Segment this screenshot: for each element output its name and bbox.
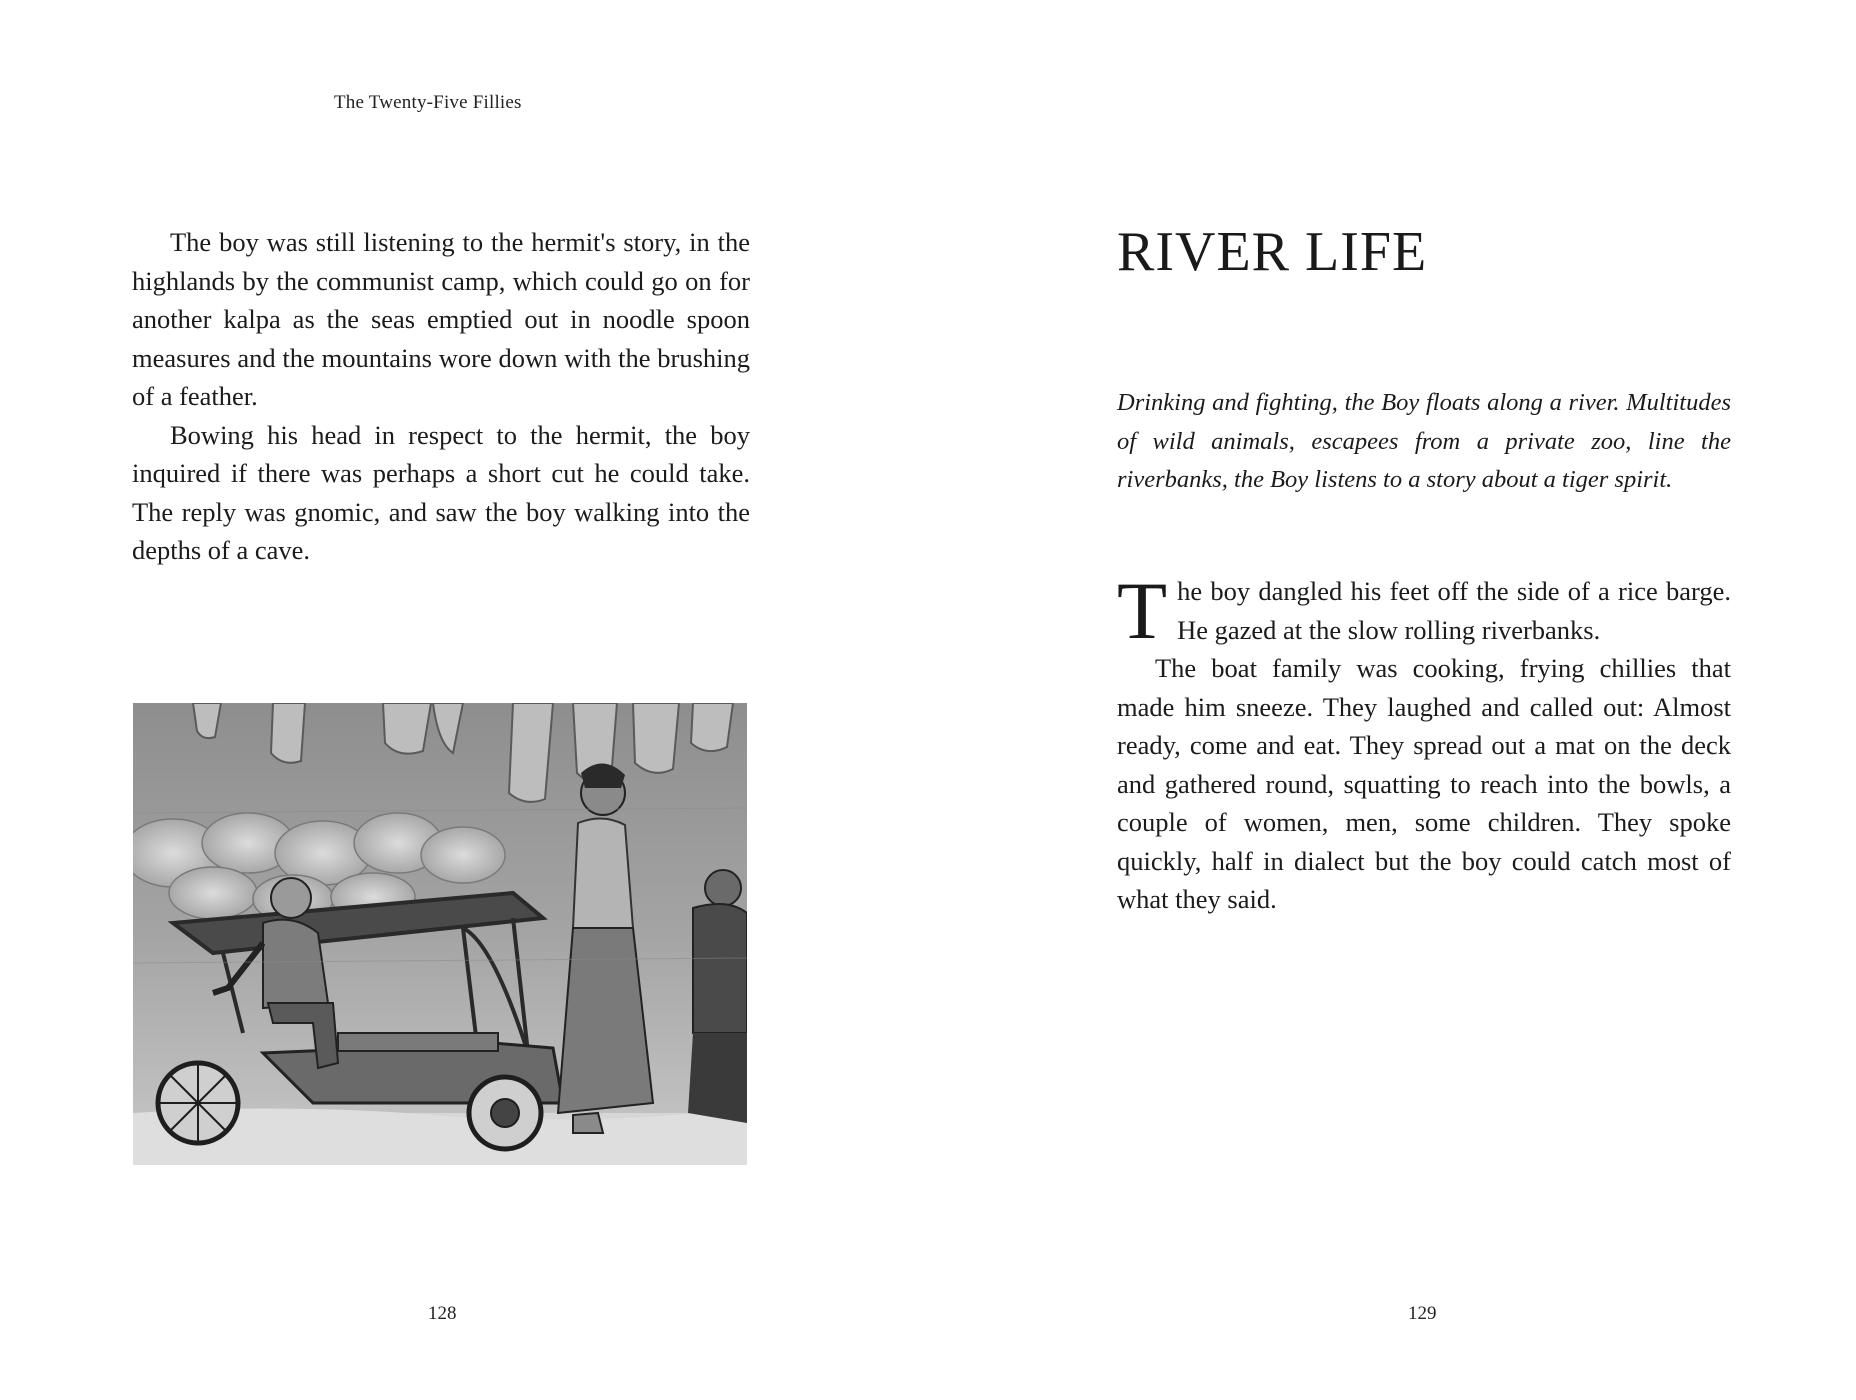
chapter-title: RIVER LIFE [1117,221,1428,283]
page-number-right: 129 [1408,1303,1437,1324]
left-paragraph-1: The boy was still listening to the hermit's story, in the highlands by the communist camp, which could go on for another kalpa as the seas emptied out in noodle spoon measures and the mountains wore down with the brushing of a feather. [132,227,750,411]
right-page [928,0,1856,1400]
right-body-text [1117,565,1731,919]
left-paragraph-2: Bowing his head in respect to the hermit, the boy inquired if there was perhaps a short cut he could take. The reply was gnomic, and saw the boy walking into the depths of a cave. [132,419,750,565]
mural-photograph [133,703,747,1165]
running-head: The Twenty-Five Fillies [334,92,522,113]
page-number-left: 128 [428,1303,457,1324]
chapter-summary: Drinking and fighting, the Boy floats along a river. Multitudes of wild animals, escapees from a private zoo, line the riverbanks, the Boy listens to a story about a tiger spirit. [1117,389,1731,493]
left-body-text [132,223,750,570]
drop-cap: T [1117,565,1168,656]
right-paragraph-1-text: he boy dangled his feet off the side of a rice barge. He gazed at the slow rolling riverbanks. [1177,576,1731,645]
right-paragraph-1 [1117,565,1731,656]
right-paragraph-2: The boat family was cooking, frying chillies that made him sneeze. They laughed and called out: Almost ready, come and eat. They spread out a mat on the deck and gathered round, squatting to reach into the bowls, a couple of women, men, some children. They spoke quickly, half in dialect but the boy could catch most of what they said. [1117,653,1731,914]
